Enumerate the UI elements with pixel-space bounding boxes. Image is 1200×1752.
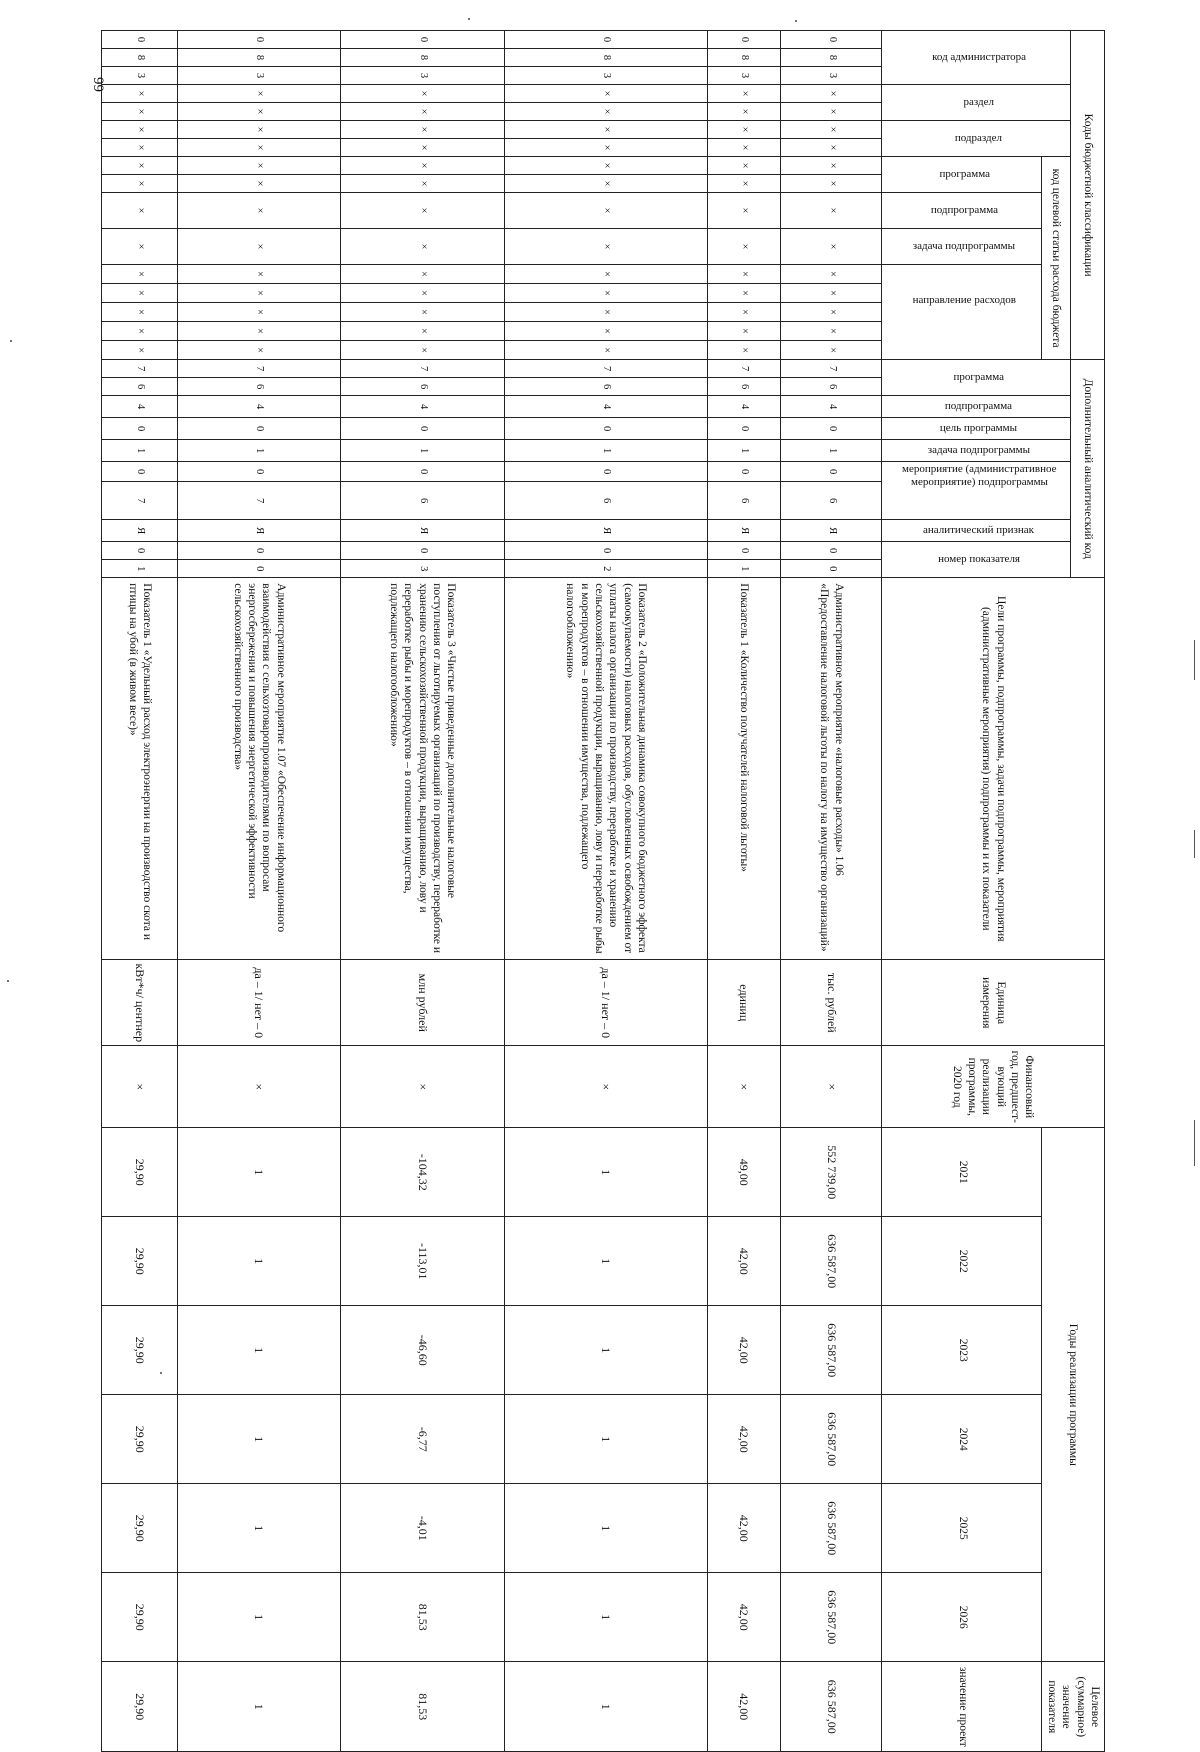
table-body bbox=[102, 31, 882, 1752]
budget-code-x: × bbox=[781, 85, 882, 103]
budget-code-x: × bbox=[781, 303, 882, 322]
table-row bbox=[178, 31, 340, 1752]
analytic-code-digit: 7 bbox=[178, 482, 340, 520]
budget-code-x: × bbox=[505, 265, 708, 284]
admin-code-digit: 8 bbox=[102, 49, 178, 67]
budget-code-x: × bbox=[781, 175, 882, 193]
scan-edge-mark bbox=[1194, 1120, 1195, 1166]
analytic-code-digit: 1 bbox=[781, 440, 882, 462]
add-subprogram-task-header: задача подпрограммы bbox=[882, 440, 1071, 462]
year-value-cell: 1 bbox=[505, 1484, 708, 1573]
scan-edge-mark bbox=[1194, 830, 1195, 858]
budget-code-x: × bbox=[707, 175, 780, 193]
year-value-cell: 1 bbox=[178, 1306, 340, 1395]
admin-code-digit: 8 bbox=[178, 49, 340, 67]
year-value-cell: 42,00 bbox=[707, 1217, 780, 1306]
analytic-code-digit: 4 bbox=[707, 396, 780, 418]
rotated-sheet bbox=[102, 30, 1105, 1747]
budget-code-x: × bbox=[102, 175, 178, 193]
budget-code-x: × bbox=[781, 139, 882, 157]
analytic-code-digit: 2 bbox=[505, 560, 708, 578]
budget-code-x: × bbox=[781, 103, 882, 121]
budget-code-x: × bbox=[505, 229, 708, 265]
unit-cell: тыс. рублей bbox=[781, 960, 882, 1046]
years-group-header: Годы реализации программы bbox=[1042, 1128, 1105, 1662]
prev-year-header: Финансовый год, предшест-вующий реализации программы, 2020 год bbox=[882, 1046, 1105, 1128]
analytic-code-digit: 0 bbox=[781, 542, 882, 560]
budget-code-x: × bbox=[505, 175, 708, 193]
analytic-code-digit: 7 bbox=[102, 360, 178, 378]
budget-code-x: × bbox=[707, 229, 780, 265]
budget-code-x: × bbox=[340, 303, 505, 322]
admin-code-digit: 8 bbox=[707, 49, 780, 67]
budget-code-x: × bbox=[340, 265, 505, 284]
analytic-code-digit: 0 bbox=[178, 542, 340, 560]
budget-code-x: × bbox=[781, 265, 882, 284]
budget-code-x: × bbox=[505, 157, 708, 175]
subprogram-header: подпрограмма bbox=[882, 193, 1042, 229]
analytic-code-digit: 1 bbox=[340, 440, 505, 462]
budget-code-x: × bbox=[178, 103, 340, 121]
program-indicators-table bbox=[102, 30, 1106, 1752]
admin-code-digit: 0 bbox=[178, 31, 340, 49]
analytic-code-digit: 1 bbox=[505, 440, 708, 462]
analytic-code-digit: 7 bbox=[102, 482, 178, 520]
admin-code-header: код администратора bbox=[882, 31, 1071, 85]
budget-code-x: × bbox=[781, 121, 882, 139]
budget-code-x: × bbox=[781, 193, 882, 229]
year-value-cell: 81,53 bbox=[340, 1573, 505, 1662]
year-value-cell: 42,00 bbox=[707, 1484, 780, 1573]
year-value-cell: 29,90 bbox=[102, 1395, 178, 1484]
analytic-code-digit: Я bbox=[102, 520, 178, 542]
unit-header: Единица измерения bbox=[882, 960, 1105, 1046]
target-sub-header: значение проект bbox=[882, 1662, 1042, 1752]
page-number: 66 bbox=[91, 77, 108, 92]
add-analytic-header: аналитический признак bbox=[882, 520, 1071, 542]
budget-code-x: × bbox=[102, 229, 178, 265]
prev-year-cell: × bbox=[707, 1046, 780, 1128]
budget-code-x: × bbox=[340, 322, 505, 341]
year-header: 2022 bbox=[882, 1217, 1042, 1306]
year-value-cell: 29,90 bbox=[102, 1573, 178, 1662]
analytic-code-digit: 7 bbox=[505, 360, 708, 378]
year-value-cell: 1 bbox=[178, 1128, 340, 1217]
analytic-code-digit: 6 bbox=[505, 378, 708, 396]
budget-code-x: × bbox=[707, 322, 780, 341]
year-value-cell: 1 bbox=[178, 1217, 340, 1306]
analytic-code-digit: 6 bbox=[707, 378, 780, 396]
analytic-code-digit: 0 bbox=[781, 560, 882, 578]
subprogram-task-header: задача подпрограммы bbox=[882, 229, 1042, 265]
analytic-code-digit: 0 bbox=[505, 418, 708, 440]
analytic-code-digit: Я bbox=[781, 520, 882, 542]
budget-code-x: × bbox=[102, 139, 178, 157]
admin-code-digit: 3 bbox=[781, 67, 882, 85]
section-header: раздел bbox=[882, 85, 1071, 121]
table-row bbox=[505, 31, 708, 1752]
year-value-cell: 636 587,00 bbox=[781, 1573, 882, 1662]
unit-cell: кВт*ч/ центнер bbox=[102, 960, 178, 1046]
year-value-cell: -113,01 bbox=[340, 1217, 505, 1306]
analytic-code-digit: 1 bbox=[178, 440, 340, 462]
year-value-cell: 636 587,00 bbox=[781, 1395, 882, 1484]
analytic-code-digit: 7 bbox=[178, 360, 340, 378]
year-value-cell: 29,90 bbox=[102, 1128, 178, 1217]
budget-codes-header: Коды бюджетной классификации bbox=[1071, 31, 1105, 360]
target-value-cell: 42,00 bbox=[707, 1662, 780, 1752]
analytic-code-digit: 0 bbox=[707, 418, 780, 440]
target-value-cell: 29,90 bbox=[102, 1662, 178, 1752]
target-value-cell: 1 bbox=[178, 1662, 340, 1752]
budget-code-x: × bbox=[340, 175, 505, 193]
indicator-description: Показатель 3 «Чистые приведенные дополнительные налоговые поступления от льготируемых организаций по производству, переработке и хранению сельскохозяйственной продукции, выращиванию, лову и переработке рыбы и морепродуктов – в отношении имущества, подлежащего налогообложению» bbox=[340, 578, 505, 960]
analytic-code-digit: 0 bbox=[505, 542, 708, 560]
analytic-code-digit: Я bbox=[707, 520, 780, 542]
scan-speck bbox=[468, 18, 470, 20]
indicator-description: Показатель 2 «Положительная динамика совокупного бюджетного эффекта (самоокупаемости) налоговых расходов, обусловленных освобождением от уплаты налога организации по производству, переработке и хранению сельскохозяйственной продукции, выращиванию, лову и переработке рыбы и морепродуктов – в отношении имущества, подлежащего налогообложению» bbox=[505, 578, 708, 960]
analytic-code-digit: 0 bbox=[178, 560, 340, 578]
year-header: 2021 bbox=[882, 1128, 1042, 1217]
indicator-description: Показатель 1 «Количество получателей налоговой льготы» bbox=[707, 578, 780, 960]
analytic-code-digit: Я bbox=[505, 520, 708, 542]
budget-code-x: × bbox=[505, 121, 708, 139]
year-value-cell: -6,77 bbox=[340, 1395, 505, 1484]
budget-code-x: × bbox=[505, 322, 708, 341]
admin-code-digit: 8 bbox=[505, 49, 708, 67]
analytic-code-digit: Я bbox=[340, 520, 505, 542]
year-value-cell: 42,00 bbox=[707, 1395, 780, 1484]
admin-code-digit: 0 bbox=[781, 31, 882, 49]
analytic-code-digit: 4 bbox=[178, 396, 340, 418]
budget-code-x: × bbox=[178, 341, 340, 360]
year-value-cell: 636 587,00 bbox=[781, 1484, 882, 1573]
budget-code-x: × bbox=[178, 157, 340, 175]
unit-cell: единиц bbox=[707, 960, 780, 1046]
budget-code-x: × bbox=[707, 284, 780, 303]
analytic-code-digit: 6 bbox=[340, 482, 505, 520]
unit-cell: да – 1/ нет – 0 bbox=[178, 960, 340, 1046]
analytic-code-digit: 0 bbox=[781, 418, 882, 440]
analytic-code-digit: 7 bbox=[781, 360, 882, 378]
unit-cell: млн рублей bbox=[340, 960, 505, 1046]
budget-code-x: × bbox=[340, 193, 505, 229]
year-header: 2026 bbox=[882, 1573, 1042, 1662]
admin-code-digit: 0 bbox=[340, 31, 505, 49]
prev-year-cell: × bbox=[178, 1046, 340, 1128]
budget-code-x: × bbox=[505, 193, 708, 229]
budget-code-x: × bbox=[340, 103, 505, 121]
analytic-code-digit: 4 bbox=[340, 396, 505, 418]
year-value-cell: 1 bbox=[505, 1573, 708, 1662]
target-article-header: код целевой статьи расхода бюджета bbox=[1042, 157, 1071, 360]
year-value-cell: 636 587,00 bbox=[781, 1306, 882, 1395]
admin-code-digit: 0 bbox=[505, 31, 708, 49]
prev-year-cell: × bbox=[102, 1046, 178, 1128]
analytic-code-digit: 0 bbox=[340, 462, 505, 482]
year-value-cell: 1 bbox=[505, 1128, 708, 1217]
year-value-cell: 29,90 bbox=[102, 1306, 178, 1395]
admin-code-digit: 8 bbox=[781, 49, 882, 67]
budget-code-x: × bbox=[178, 265, 340, 284]
analytic-code-digit: 4 bbox=[102, 396, 178, 418]
analytic-code-digit: 0 bbox=[102, 462, 178, 482]
admin-code-digit: 8 bbox=[340, 49, 505, 67]
year-header: 2023 bbox=[882, 1306, 1042, 1395]
analytic-code-digit: 3 bbox=[340, 560, 505, 578]
scan-speck bbox=[7, 980, 9, 982]
budget-code-x: × bbox=[102, 121, 178, 139]
year-header: 2024 bbox=[882, 1395, 1042, 1484]
budget-code-x: × bbox=[781, 157, 882, 175]
analytic-code-digit: 1 bbox=[707, 440, 780, 462]
budget-code-x: × bbox=[178, 175, 340, 193]
budget-code-x: × bbox=[178, 322, 340, 341]
table-row bbox=[707, 31, 780, 1752]
year-value-cell: -104,32 bbox=[340, 1128, 505, 1217]
budget-code-x: × bbox=[102, 193, 178, 229]
analytic-code-digit: 6 bbox=[102, 378, 178, 396]
budget-code-x: × bbox=[102, 103, 178, 121]
budget-code-x: × bbox=[781, 341, 882, 360]
budget-code-x: × bbox=[102, 157, 178, 175]
budget-code-x: × bbox=[102, 341, 178, 360]
budget-code-x: × bbox=[178, 229, 340, 265]
table-row bbox=[781, 31, 882, 1752]
year-value-cell: 552 739,00 bbox=[781, 1128, 882, 1217]
analytic-code-digit: 0 bbox=[707, 462, 780, 482]
budget-code-x: × bbox=[707, 139, 780, 157]
budget-code-x: × bbox=[340, 139, 505, 157]
budget-code-x: × bbox=[707, 103, 780, 121]
budget-code-x: × bbox=[340, 157, 505, 175]
budget-code-x: × bbox=[707, 341, 780, 360]
budget-code-x: × bbox=[505, 103, 708, 121]
year-value-cell: 1 bbox=[505, 1395, 708, 1484]
add-program-goal-header: цель программы bbox=[882, 418, 1071, 440]
year-value-cell: 1 bbox=[505, 1217, 708, 1306]
analytic-code-digit: 0 bbox=[505, 462, 708, 482]
year-value-cell: 636 587,00 bbox=[781, 1217, 882, 1306]
budget-code-x: × bbox=[781, 322, 882, 341]
add-subprogram-header: подпрограмма bbox=[882, 396, 1071, 418]
year-value-cell: 29,90 bbox=[102, 1484, 178, 1573]
year-value-cell: 1 bbox=[178, 1573, 340, 1662]
analytic-code-digit: 0 bbox=[178, 418, 340, 440]
budget-code-x: × bbox=[707, 157, 780, 175]
target-value-cell: 81,53 bbox=[340, 1662, 505, 1752]
add-indicator-no-header: номер показателя bbox=[882, 542, 1071, 578]
budget-code-x: × bbox=[340, 284, 505, 303]
year-value-cell: 42,00 bbox=[707, 1306, 780, 1395]
analytic-code-digit: 0 bbox=[102, 418, 178, 440]
admin-code-digit: 3 bbox=[505, 67, 708, 85]
budget-code-x: × bbox=[340, 85, 505, 103]
direction-header: направление расходов bbox=[882, 265, 1042, 360]
year-value-cell: -46,60 bbox=[340, 1306, 505, 1395]
year-value-cell: -4,01 bbox=[340, 1484, 505, 1573]
budget-code-x: × bbox=[707, 193, 780, 229]
analytic-code-digit: 1 bbox=[102, 560, 178, 578]
year-value-cell: 29,90 bbox=[102, 1217, 178, 1306]
table-row bbox=[102, 31, 178, 1752]
budget-code-x: × bbox=[102, 284, 178, 303]
indicator-description: Административное мероприятие 1.07 «Обеспечение информационного взаимодействия с сельхозтоваропроизводителями по вопросам энергосбережения и повышения энергетической эффективности сельскохозяйственного производства» bbox=[178, 578, 340, 960]
year-value-cell: 1 bbox=[178, 1395, 340, 1484]
budget-code-x: × bbox=[707, 85, 780, 103]
analytic-code-digit: 0 bbox=[178, 462, 340, 482]
analytic-code-digit: 6 bbox=[781, 378, 882, 396]
additional-code-header: Дополнительный аналитический код bbox=[1071, 360, 1105, 578]
budget-code-x: × bbox=[102, 303, 178, 322]
analytic-code-digit: 6 bbox=[178, 378, 340, 396]
year-value-cell: 1 bbox=[505, 1306, 708, 1395]
budget-code-x: × bbox=[505, 139, 708, 157]
admin-code-digit: 3 bbox=[102, 67, 178, 85]
budget-code-x: × bbox=[781, 229, 882, 265]
budget-code-x: × bbox=[178, 303, 340, 322]
admin-code-digit: 3 bbox=[707, 67, 780, 85]
year-value-cell: 42,00 bbox=[707, 1573, 780, 1662]
scan-speck bbox=[795, 20, 797, 22]
budget-code-x: × bbox=[707, 265, 780, 284]
budget-code-x: × bbox=[707, 303, 780, 322]
target-header: Целевое (суммарное) значение показателя bbox=[1042, 1662, 1105, 1752]
budget-code-x: × bbox=[707, 121, 780, 139]
budget-code-x: × bbox=[178, 85, 340, 103]
budget-code-x: × bbox=[340, 121, 505, 139]
analytic-code-digit: 0 bbox=[340, 418, 505, 440]
scan-speck bbox=[10, 340, 12, 342]
budget-code-x: × bbox=[340, 341, 505, 360]
budget-code-x: × bbox=[505, 284, 708, 303]
table-row bbox=[340, 31, 505, 1752]
analytic-code-digit: 6 bbox=[340, 378, 505, 396]
analytic-code-digit: 4 bbox=[505, 396, 708, 418]
analytic-code-digit: 0 bbox=[781, 462, 882, 482]
admin-code-digit: 0 bbox=[707, 31, 780, 49]
year-value-cell: 49,00 bbox=[707, 1128, 780, 1217]
prev-year-cell: × bbox=[505, 1046, 708, 1128]
admin-code-digit: 0 bbox=[102, 31, 178, 49]
admin-code-digit: 3 bbox=[340, 67, 505, 85]
analytic-code-digit: 6 bbox=[707, 482, 780, 520]
budget-code-x: × bbox=[781, 284, 882, 303]
analytic-code-digit: 7 bbox=[340, 360, 505, 378]
year-header: 2025 bbox=[882, 1484, 1042, 1573]
prev-year-cell: × bbox=[781, 1046, 882, 1128]
unit-cell: да – 1/ нет – 0 bbox=[505, 960, 708, 1046]
analytic-code-digit: 6 bbox=[781, 482, 882, 520]
analytic-code-digit: 1 bbox=[102, 440, 178, 462]
analytic-code-digit: 0 bbox=[102, 542, 178, 560]
budget-code-x: × bbox=[505, 341, 708, 360]
goals-header: Цели программы, подпрограммы, задачи подпрограммы, мероприятия (административные мероприятия) подпрограммы и их показатели bbox=[882, 578, 1105, 960]
target-value-cell: 636 587,00 bbox=[781, 1662, 882, 1752]
budget-code-x: × bbox=[178, 121, 340, 139]
analytic-code-digit: 0 bbox=[340, 542, 505, 560]
analytic-code-digit: 7 bbox=[707, 360, 780, 378]
budget-code-x: × bbox=[178, 284, 340, 303]
budget-code-x: × bbox=[102, 85, 178, 103]
analytic-code-digit: Я bbox=[178, 520, 340, 542]
indicator-description: Административное мероприятие «налоговые расходы» 1.06 «Предоставление налоговой льготы по налогу на имущество организаций» bbox=[781, 578, 882, 960]
year-value-cell: 1 bbox=[178, 1484, 340, 1573]
budget-code-x: × bbox=[505, 85, 708, 103]
indicator-description: Показатель 1 «Удельный расход электроэнергии на производство скота и птицы на убой (в живом весе)» bbox=[102, 578, 178, 960]
subsection-header: подраздел bbox=[882, 121, 1071, 157]
budget-code-x: × bbox=[178, 193, 340, 229]
program-header: программа bbox=[882, 157, 1042, 193]
add-program-header: программа bbox=[882, 360, 1071, 396]
target-value-cell: 1 bbox=[505, 1662, 708, 1752]
scan-edge-mark bbox=[1194, 640, 1195, 680]
budget-code-x: × bbox=[340, 229, 505, 265]
budget-code-x: × bbox=[505, 303, 708, 322]
analytic-code-digit: 6 bbox=[505, 482, 708, 520]
analytic-code-digit: 4 bbox=[781, 396, 882, 418]
admin-code-digit: 3 bbox=[178, 67, 340, 85]
budget-code-x: × bbox=[102, 265, 178, 284]
budget-code-x: × bbox=[102, 322, 178, 341]
add-event-header: мероприятие (административное мероприятие) подпрограммы bbox=[882, 462, 1071, 520]
analytic-code-digit: 1 bbox=[707, 560, 780, 578]
prev-year-cell: × bbox=[340, 1046, 505, 1128]
budget-code-x: × bbox=[178, 139, 340, 157]
analytic-code-digit: 0 bbox=[707, 542, 780, 560]
